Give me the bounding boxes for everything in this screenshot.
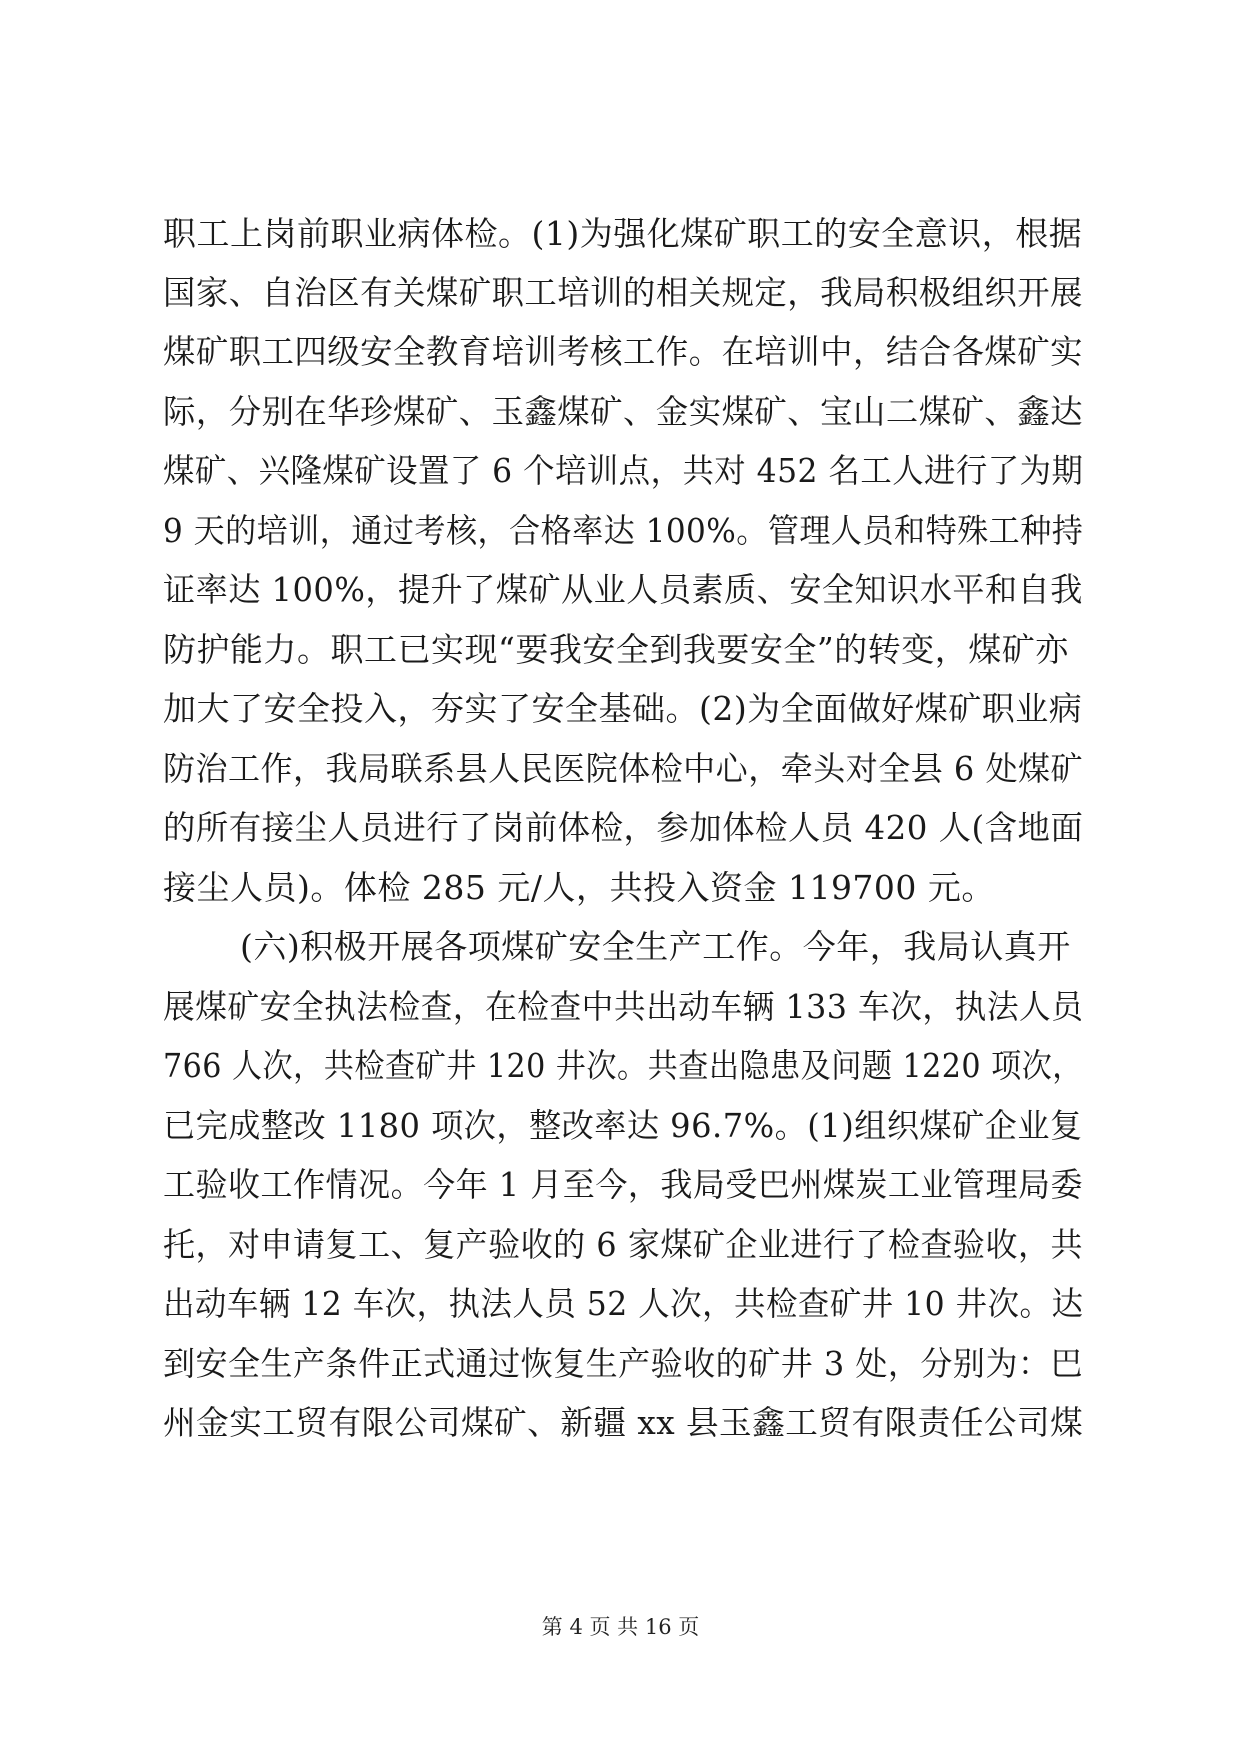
text-line: 的所有接尘人员进行了岗前体检，参加体检人员 420 人(含地面: [163, 808, 1084, 847]
text-line: 到安全生产条件正式通过恢复生产验收的矿井 3 处，分别为：巴: [163, 1344, 1083, 1383]
text-line: 加大了安全投入，夯实了安全基础。(2)为全面做好煤矿职业病: [163, 689, 1083, 728]
text-line: 接尘人员)。体检 285 元/人，共投入资金 119700 元。: [163, 868, 995, 907]
text-line: 证率达 100%，提升了煤矿从业人员素质、安全知识水平和自我: [163, 570, 1083, 609]
text-line: 防治工作，我局联系县人民医院体检中心，牵头对全县 6 处煤矿: [163, 749, 1083, 788]
page-number-footer: 第 4 页 共 16 页: [541, 1615, 700, 1639]
text-line: 际，分别在华珍煤矿、玉鑫煤矿、金实煤矿、宝山二煤矿、鑫达: [163, 392, 1083, 431]
text-line: 展煤矿安全执法检查，在检查中共出动车辆 133 车次，执法人员: [163, 987, 1084, 1026]
text-line-section-start: (六)积极开展各项煤矿安全生产工作。今年，我局认真开: [240, 927, 1071, 966]
text-line: 职工上岗前职业病体检。(1)为强化煤矿职工的安全意识，根据: [163, 214, 1083, 253]
text-line: 已完成整改 1180 项次，整改率达 96.7%。(1)组织煤矿企业复: [163, 1106, 1083, 1145]
text-line: 国家、自治区有关煤矿职工培训的相关规定，我局积极组织开展: [163, 273, 1083, 312]
text-line: 煤矿、兴隆煤矿设置了 6 个培训点，共对 452 名工人进行了为期: [163, 451, 1084, 490]
text-line: 托，对申请复工、复产验收的 6 家煤矿企业进行了检查验收，共: [163, 1225, 1083, 1264]
text-line: 煤矿职工四级安全教育培训考核工作。在培训中，结合各煤矿实: [163, 332, 1083, 371]
text-line: 9 天的培训，通过考核，合格率达 100%。管理人员和特殊工种持: [163, 511, 1084, 550]
text-line: 州金实工贸有限公司煤矿、新疆 xx 县玉鑫工贸有限责任公司煤: [163, 1403, 1084, 1442]
text-line: 防护能力。职工已实现“要我安全到我要安全”的转变，煤矿亦: [163, 630, 1069, 669]
text-line: 766 人次，共检查矿井 120 井次。共查出隐患及问题 1220 项次，: [163, 1046, 1083, 1085]
text-line: 工验收工作情况。今年 1 月至今，我局受巴州煤炭工业管理局委: [163, 1165, 1083, 1204]
text-line: 出动车辆 12 车次，执法人员 52 人次，共检查矿井 10 井次。达: [163, 1284, 1084, 1323]
